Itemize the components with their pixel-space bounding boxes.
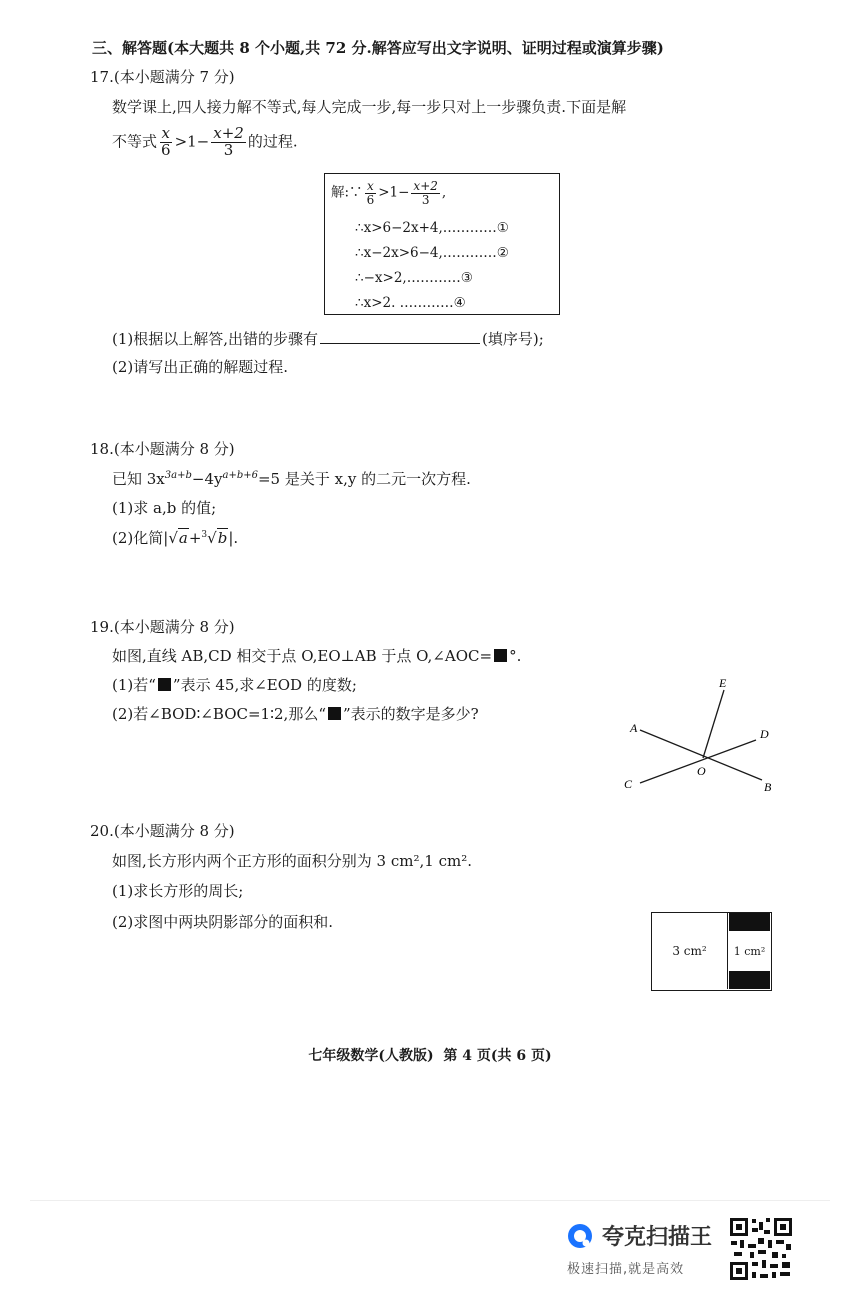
q17-intro-line1: 数学课上,四人接力解不等式,每人完成一步,每一步只对上一步骤负责.下面是解: [112, 98, 627, 116]
shaded-region-top: [729, 913, 770, 931]
q18-number: 18.: [90, 440, 114, 458]
label-C: C: [624, 777, 633, 791]
quark-logo-icon: [566, 1222, 594, 1250]
q18-part2-prefix: (2)化简|: [112, 529, 169, 547]
q20-part2: (2)求图中两块阴影部分的面积和.: [112, 913, 334, 931]
q19-header: [90, 616, 235, 637]
q18-given-suffix: =5 是关于 x,y 的二元一次方程.: [257, 470, 471, 488]
q17-intro-line2: 不等式 $\frac{x}{6}$ >1− $\frac{x+2}{3}$ 的过程.: [112, 124, 298, 159]
q18-header: [90, 438, 235, 459]
q19-part2-suffix: ”表示的数字是多少?: [343, 705, 479, 723]
q18-exponent-2: a+b+6: [222, 470, 258, 481]
q18-score: (本小题满分 8 分): [113, 440, 235, 458]
q20-part1: (1)求长方形的周长;: [112, 882, 244, 900]
cbrt-b: b: [217, 529, 228, 547]
q19-stem-prefix: 如图,直线 AB,CD 相交于点 O,EO⊥AB 于点 O,∠AOC=: [112, 647, 493, 665]
big-square-label: 3 cm²: [672, 944, 707, 958]
scanner-slogan: 极速扫描,就是高效: [567, 1262, 685, 1277]
q18-given-prefix: 已知 3x: [112, 470, 165, 488]
sqrt-a: a: [178, 529, 188, 547]
q18-stem: [112, 468, 471, 489]
redacted-number-box: [158, 678, 171, 691]
box-fraction-x-over-6: $\frac{x}{6}$: [366, 179, 375, 207]
q18-part1: (1)求 a,b 的值;: [112, 499, 217, 517]
divider: [30, 1200, 830, 1201]
q18-exponent-1: 3a+b: [164, 470, 192, 481]
label-B: B: [764, 780, 772, 794]
q19-stem-suffix: °.: [509, 647, 522, 665]
box-fraction-x-plus-2-over-3: $\frac{x+2}{3}$: [413, 179, 438, 207]
q17-solution-box: [324, 173, 560, 315]
q20-number: 20.: [90, 822, 114, 840]
small-square-label: 1 cm²: [733, 944, 766, 958]
q17-part1-suffix: (填序号);: [482, 330, 544, 348]
q17-score: (本小题满分 7 分): [113, 68, 235, 86]
q17-part1: [112, 328, 544, 349]
q17-solve-label: 解:∵: [331, 184, 363, 201]
q20-stem: 如图,长方形内两个正方形的面积分别为 3 cm²,1 cm².: [112, 852, 472, 870]
q17-step-3: ∴−x>2,…………③: [355, 270, 473, 286]
q20-rectangle-figure: [651, 912, 772, 991]
big-square: [652, 913, 728, 989]
q20-score: (本小题满分 8 分): [113, 822, 235, 840]
q17-number: 17.: [90, 68, 114, 86]
shaded-region-bottom: [729, 971, 770, 989]
q17-step-2: ∴x−2x>6−4,…………②: [355, 245, 509, 261]
q17-intro-suffix: 的过程.: [247, 132, 298, 151]
scanner-watermark: [0, 1200, 860, 1295]
label-E: E: [719, 676, 727, 690]
q17-part1-prefix: (1)根据以上解答,出错的步骤有: [112, 330, 319, 348]
q19-part2-prefix: (2)若∠BOD∶∠BOC=1∶2,那么“: [112, 705, 326, 723]
q17-part2: (2)请写出正确的解题过程.: [112, 358, 289, 376]
fraction-x-plus-2-over-3: $\frac{x+2}{3}$: [213, 124, 244, 159]
fraction-x-over-6: $\frac{x}{6}$: [161, 124, 171, 159]
qr-code-icon: [728, 1216, 794, 1282]
small-square: [729, 931, 770, 971]
q19-part1-prefix: (1)若“: [112, 676, 156, 694]
redacted-number-box: [494, 649, 507, 662]
q18-given-mid: −4y: [191, 470, 223, 488]
q17-intro-prefix: 不等式: [112, 132, 158, 151]
q20-header: [90, 820, 235, 841]
q17-step-4: ∴x>2. …………④: [355, 295, 466, 311]
page-footer: 七年级数学(人教版) 第 4 页(共 6 页): [308, 1048, 552, 1064]
q18-part2: (2)化简|√a+$^3$√b|.: [112, 529, 239, 547]
q18-part2-suffix: |.: [228, 529, 239, 547]
redacted-number-box: [328, 707, 341, 720]
scanner-brand: 夸克扫描王: [602, 1225, 713, 1250]
label-A: A: [630, 721, 638, 735]
q19-number: 19.: [90, 618, 114, 636]
section-header: 三、解答题(本大题共 8 个小题,共 72 分.解答应写出文字说明、证明过程或演算步骤): [92, 39, 664, 57]
q19-part1: [112, 674, 357, 695]
q19-score: (本小题满分 8 分): [113, 618, 235, 636]
ray-OE: [703, 690, 724, 758]
label-O: O: [697, 764, 706, 778]
q17-step-1: ∴x>6−2x+4,…………①: [355, 220, 509, 236]
q17-answer-blank[interactable]: [320, 329, 480, 344]
label-D: D: [760, 727, 769, 741]
q19-angle-figure: [610, 670, 790, 800]
q17-header: [90, 66, 235, 87]
q19-stem: [112, 645, 521, 666]
q19-part1-suffix: ”表示 45,求∠EOD 的度数;: [172, 676, 357, 694]
q19-part2: [112, 703, 479, 724]
q17-box-line0: 解:∵ $\frac{x}{6}$ >1− $\frac{x+2}{3}$ ,: [331, 179, 447, 207]
